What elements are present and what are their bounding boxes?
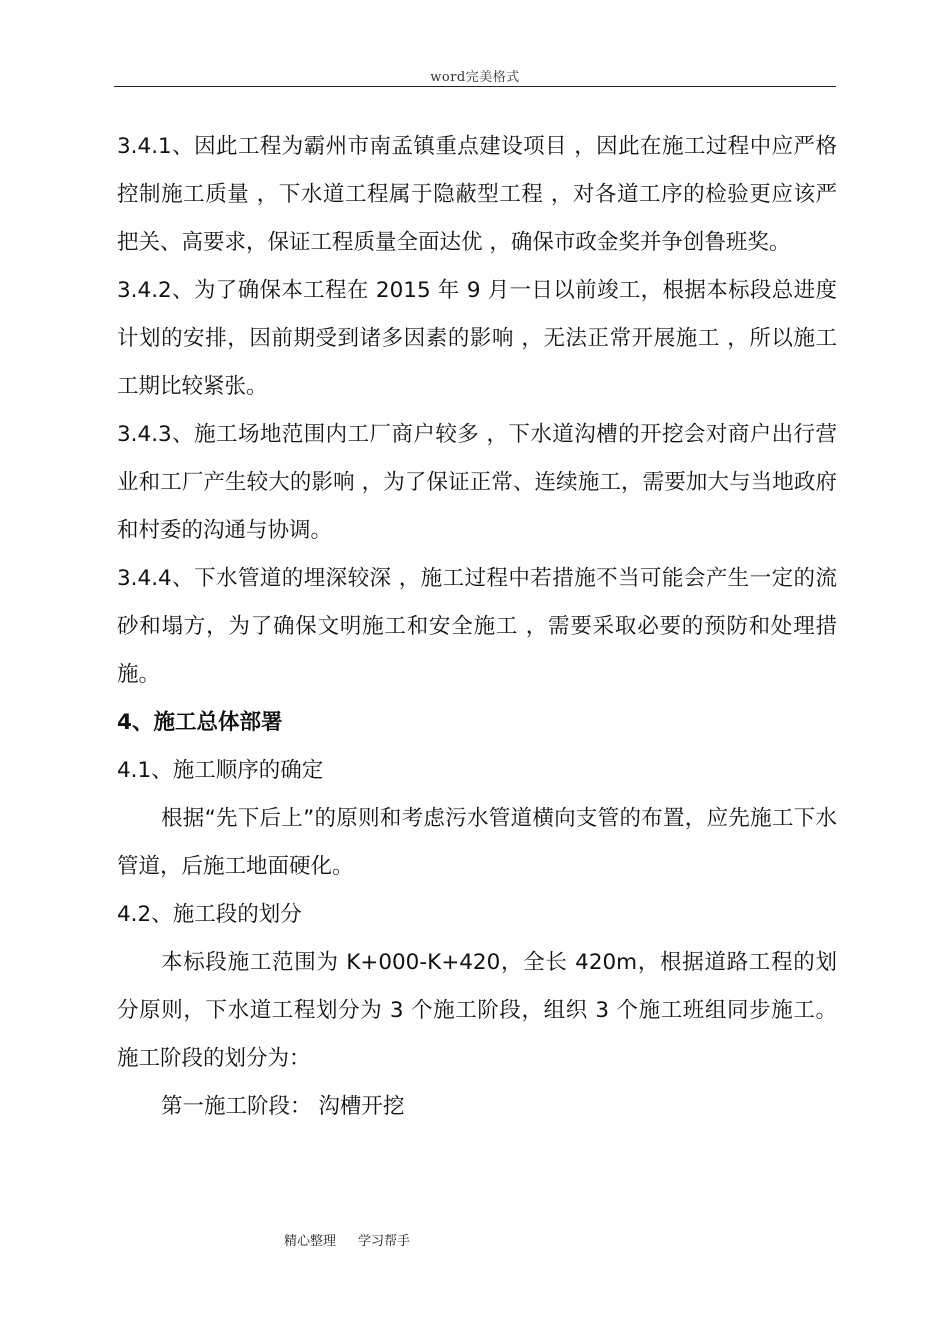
paragraph-3-4-4: 3.4.4、下水管道的埋深较深 ，施工过程中若措施不当可能会产生一定的流砂和塌方，为了确保文明施工和安全施工 ，需要采取必要的预防和处理措施。 [117, 566, 837, 687]
paragraph-4-2: 本标段施工范围为 K+000-K+420，全长 420m，根据道路工程的划分原则，下水道工程划分为 3 个施工阶段，组织 3 个施工班组同步施工。施工阶段的划分为： [117, 950, 837, 1071]
section-heading-4: 4、施工总体部署 [117, 710, 283, 735]
paragraph-3-4-1: 3.4.1、因此工程为霸州市南孟镇重点建设项目 ，因此在施工过程中应严格控制施工质量 ，下水道工程属于隐蔽型工程 ，对各道工序的检验更应该严把关、高要求，保证工程质量全面达优 ，确保市政金奖并争创鲁班奖。 [117, 134, 837, 255]
stage-1-line: 第一施工阶段： 沟槽开挖 [161, 1094, 405, 1119]
paragraph-3-4-2: 3.4.2、为了确保本工程在 2015 年 9 月一日以前竣工，根据本标段总进度计划的安排，因前期受到诸多因素的影响 ，无法正常开展施工 ，所以施工工期比较紧张。 [117, 278, 837, 399]
paragraph-3-4-3: 3.4.3、施工场地范围内工厂商户较多 ，下水道沟槽的开挖会对商户出行营业和工厂产生较大的影响 ，为了保证正常、连续施工，需要加大与当地政府和村委的沟通与协调。 [117, 422, 837, 543]
paragraph-4-1: 根据“先下后上”的原则和考虑污水管道横向支管的布置，应先施工下水管道，后施工地面硬化。 [117, 806, 837, 879]
page-header: word完美格式 [430, 70, 520, 85]
document-body [117, 123, 837, 1131]
footer-right-text: 学习帮手 [358, 1234, 411, 1249]
subsection-heading-4-1: 4.1、施工顺序的确定 [117, 758, 324, 783]
footer-left-text: 精心整理 [284, 1234, 337, 1249]
header-divider [114, 86, 836, 87]
page-footer [284, 1230, 410, 1249]
subsection-heading-4-2: 4.2、施工段的划分 [117, 902, 302, 927]
